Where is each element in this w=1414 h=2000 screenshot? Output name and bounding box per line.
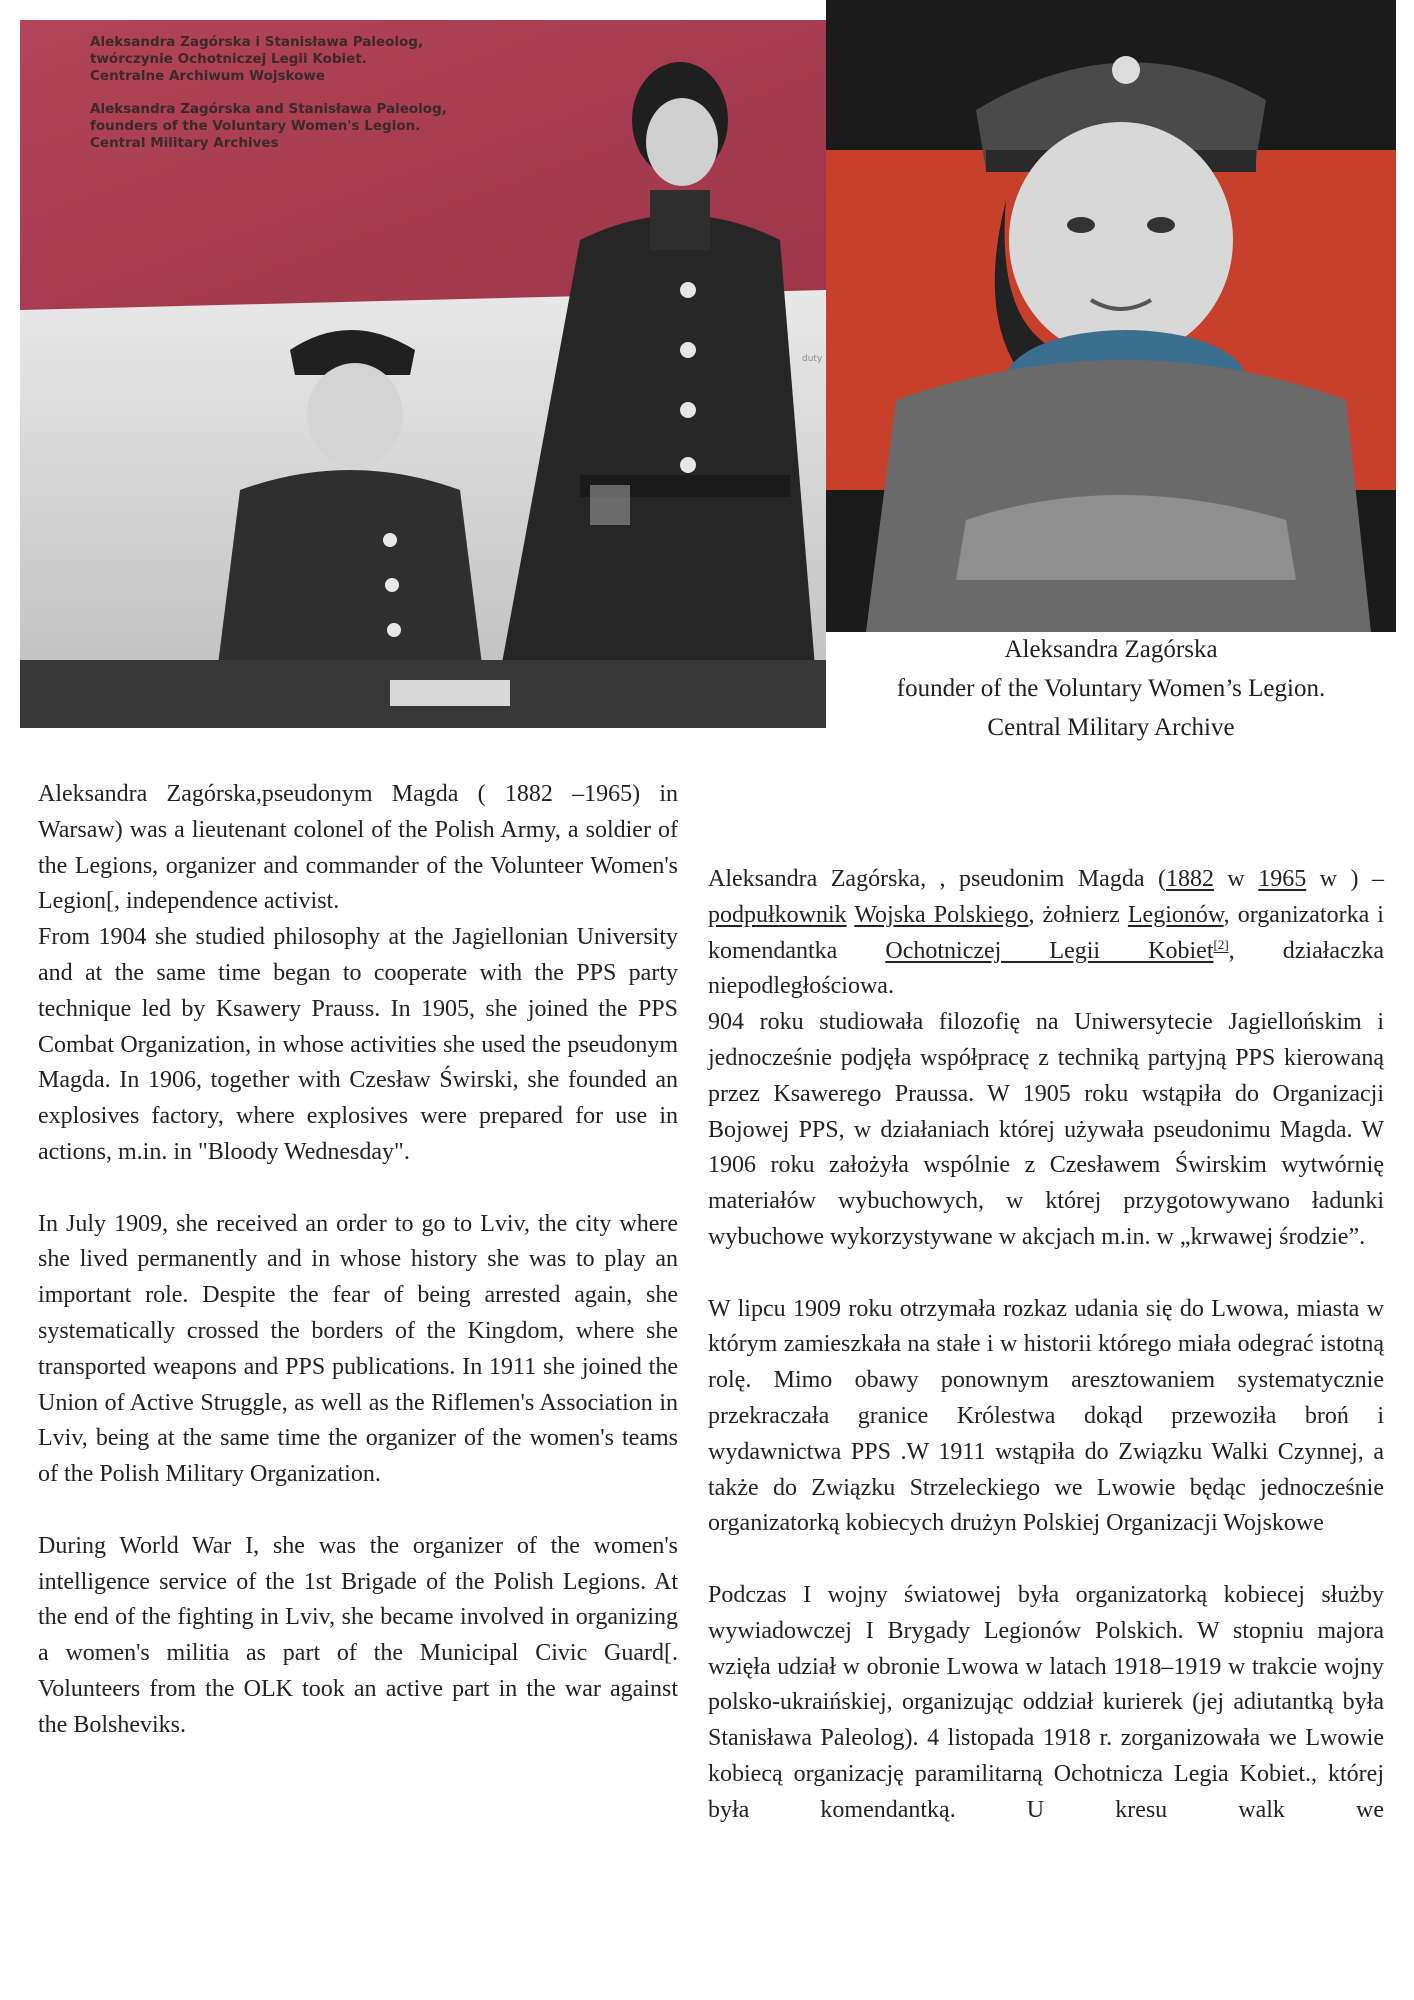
photo-zagorska-paleolog [20,20,826,728]
polish-paragraph-1 [708,862,1384,1005]
text-run: w ) – [1306,866,1384,892]
english-paragraph-1: Aleksandra Zagórska,pseudonym Magda ( 1882 –1965) in Warsaw) was a lieutenant colonel of the Polish Army, a soldier of the Legions, organizer and commander of the Volunteer Women's Legion[, independence activist. [38,781,678,915]
photo-plate [90,34,447,152]
link-1965[interactable]: 1965 [1258,866,1307,892]
english-paragraph-3: In July 1909, she received an order to go to Lviv, the city where she lived permanently and in whose history she was to play an important role. Despite the fear of being arrested again, she systematically crossed the borders of the Kingdom, where she transported weapons and PPS publications. In 1911 she joined the Union of Active Struggle, as well as the Riflemen's Association in Lviv, being at the same time the organizer of the women's teams of the Polish Military Organization. [38,1210,678,1488]
link-ochotniczej-legii-kobiet[interactable]: Ochotniczej Legii Kobiet [885,937,1214,964]
caption-line: founder of the Voluntary Women’s Legion. [896,675,1326,702]
portrait-caption [826,630,1396,747]
english-text-column [38,777,678,1744]
link-podpulkownik[interactable]: podpułkownik [708,901,847,928]
link-legionow[interactable]: Legionów [1127,901,1224,928]
link-1882[interactable]: 1882 [1165,866,1214,892]
plate-line: founders of the Voluntary Women's Legion. [90,118,421,134]
english-paragraph-2: From 1904 she studied philosophy at the Jagiellonian University and at the same time began to cooperate with the PPS party technique led by Ksawery Prauss. In 1905, she joined the PPS Combat Organization, in whose activities she used the pseudonym Magda. In 1906, together with Czesław Świrski, she founded an explosives factory, where explosives were prepared for use in actions, m.in. in "Bloody Wednesday". [38,924,678,1165]
plate-line: Aleksandra Zagórska and Stanisława Paleolog, [90,101,447,117]
link-wojska-polskiego[interactable]: Wojska Polskiego [854,901,1029,928]
footnote-ref[interactable]: [2] [1213,936,1229,952]
plate-line: Aleksandra Zagórska i Stanisława Paleolog, [90,34,424,50]
text-run: , organizatorka i komendantka [708,901,1384,964]
english-paragraph-4: During World War I, she was the organizer of the women's intelligence service of the 1st Brigade of the Polish Legions. At the end of the fighting in Lviv, she became involved in organizing a women's militia as part of the Municipal Civic Guard[. Volunteers from the OLK took an active part in the war against the Bolsheviks. [38,1532,678,1738]
text-run: w [1213,866,1259,892]
plate-line: Central Military Archives [90,135,279,151]
text-run: , żołnierz [1028,901,1128,928]
photo-zagorska-portrait [826,0,1396,632]
photo-watermark: duty [802,354,823,364]
text-run: Aleksandra Zagórska, , pseudonim Magda ( [708,866,1166,892]
caption-line: Central Military Archive [987,714,1235,741]
plate-line: Centralne Archiwum Wojskowe [90,68,326,84]
polish-paragraph-4: Podczas I wojny światowej była organizatorką kobiecej służby wywiadowczej I Brygady Legionów Polskich. W stopniu majora wzięła udział w obronie Lwowa w latach 1918–1919 w trakcie wojny polsko-ukraińskiej, organizując oddział kurierek (jej adiutantką była Stanisława Paleolog). 4 listopada 1918 r. zorganizowała we Lwowie kobiecą organizację paramilitarną Ochotnicza Legia Kobiet., której była komendantką. U kresu walk we [708,1581,1384,1823]
portrait-illustration [826,0,1396,632]
text-run: , działaczka niepodległościowa. [708,937,1384,1000]
caption-line: Aleksandra Zagórska [1004,636,1218,663]
plate-line: twórczynie Ochotniczej Legii Kobiet. [90,51,367,67]
polish-paragraph-2: 904 roku studiowała filozofię na Uniwersytecie Jagiellońskim i jednocześnie podjęła współpracę z techniką partyjną PPS kierowaną przez Ksawerego Praussa. W 1905 roku wstąpiła do Organizacji Bojowej PPS, w działaniach której używała pseudonimu Magda. W 1906 roku założyła wspólnie z Czesławem Świrskim wytwórnię materiałów wybuchowych, w której przygotowywano ładunki wybuchowe wykorzystywane w akcjach m.in. w „krwawej środzie”. [708,1009,1384,1250]
polish-paragraph-3: W lipcu 1909 roku otrzymała rozkaz udania się do Lwowa, miasta w którym zamieszkała na stałe i w historii którego miała odegrać istotną rolę. Mimo obawy ponownym aresztowaniem systematycznie przekraczała granice Królestwa dokąd przewoziła broń i wydawnictwa PPS .W 1911 wstąpiła do Związku Walki Czynnej, a także do Związku Strzeleckiego we Lwowie będąc jednocześnie organizatorką kobiecych drużyn Polskiej Organizacji Wojskowe [708,1295,1384,1537]
polish-text-column [708,862,1384,1829]
